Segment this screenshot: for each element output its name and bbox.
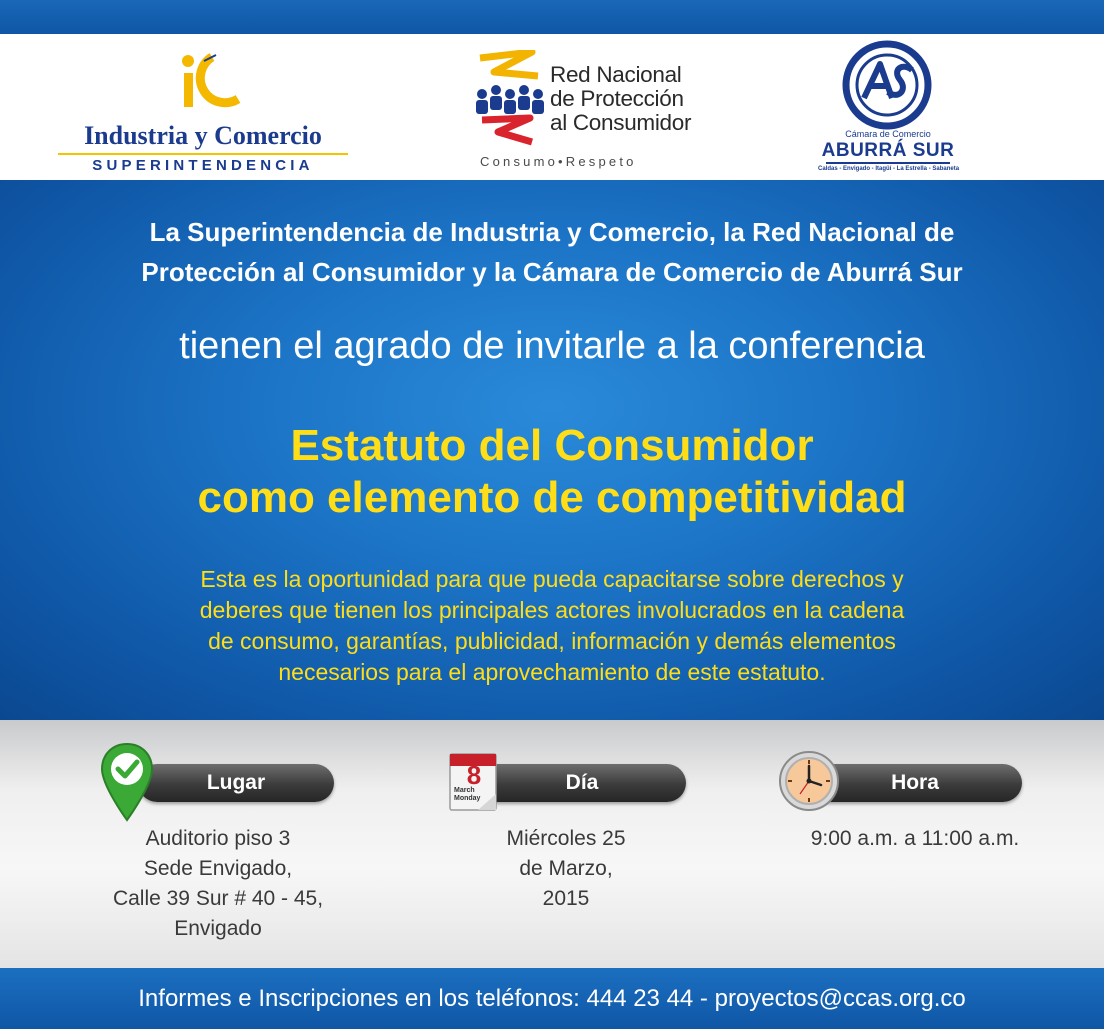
intro-line-1: La Superintendencia de Industria y Comercio, la Red Nacional de [149,217,955,247]
top-blue-strip [0,0,1104,34]
calendar-icon [448,750,500,814]
conference-title [20,420,1084,524]
calendar-weekday: Monday [454,795,481,802]
place-text [88,824,348,944]
footer-text: Informes e Inscripciones en los teléfonos: 444 23 44 - proyectos@ccas.org.co [138,984,966,1012]
sic-logo [58,49,358,174]
desc-line-4: necesarios para el aprovechamiento de este estatuto. [278,659,826,685]
camara-small-text: Cámara de Comercio [845,129,931,139]
day-line-3: 2015 [542,887,590,910]
desc-line-2: deberes que tienen los principales actores involucrados en la cadena [199,597,905,623]
place-line-1: Auditorio piso 3 [145,827,291,850]
red-nacional-line1: Red Nacional [550,62,682,87]
day-text [436,824,696,914]
place-line-4: Envigado [174,917,262,940]
clock-icon [778,750,840,812]
intro-line-2: Protección al Consumidor y la Cámara de Comercio de Aburrá Sur [141,257,963,287]
calendar-month: March [454,787,475,794]
camara-name: ABURRÁ SUR [821,140,955,161]
place-line-3: Calle 39 Sur # 40 - 45, [112,887,324,910]
logo-bar [0,34,1104,180]
title-line-1: Estatuto del Consumidor [290,421,814,470]
camara-rule [826,162,950,164]
place-line-2: Sede Envigado, [143,857,293,880]
place-label-pill: Lugar [138,764,334,802]
day-line-2: de Marzo, [519,857,613,880]
sic-subtitle: SUPERINTENDENCIA [92,157,314,174]
camara-aburra-sur-logo [818,38,958,178]
day-label-pill: Día [478,764,686,802]
time-line-1: 9:00 a.m. a 11:00 a.m. [810,827,1020,850]
sic-rule [58,153,348,155]
camara-emblem-icon [842,40,932,130]
invite-text: tienen el agrado de invitarle a la conferencia [179,325,925,367]
desc-line-3: de consumo, garantías, publicidad, información y demás elementos [208,628,896,654]
footer-contact [0,968,1104,1029]
red-nacional-tagline: Consumo•Respeto [480,154,637,169]
red-nacional-emblem-icon [472,50,552,150]
red-nacional-line2: de Protección [550,86,684,111]
event-details [0,720,1104,968]
invitation-panel [0,180,1104,720]
red-nacional-logo [472,46,712,176]
calendar-number: 8 [466,760,482,790]
sic-name: Industria y Comercio [84,121,322,150]
desc-line-1: Esta es la oportunidad para que pueda capacitarse sobre derechos y [200,566,904,592]
time-text [760,824,1070,854]
day-line-1: Miércoles 25 [506,827,626,850]
intro-text [20,212,1084,292]
sic-emblem-icon [176,51,246,113]
red-nacional-line3: al Consumidor [550,110,692,135]
location-pin-check-icon [100,742,154,822]
title-line-2: como elemento de competitividad [197,473,907,522]
time-label-pill: Hora [808,764,1022,802]
camara-municipalities: Caldas - Envigado - Itagüí - La Estrella - Sabaneta [818,166,960,172]
conference-description [80,564,1024,688]
